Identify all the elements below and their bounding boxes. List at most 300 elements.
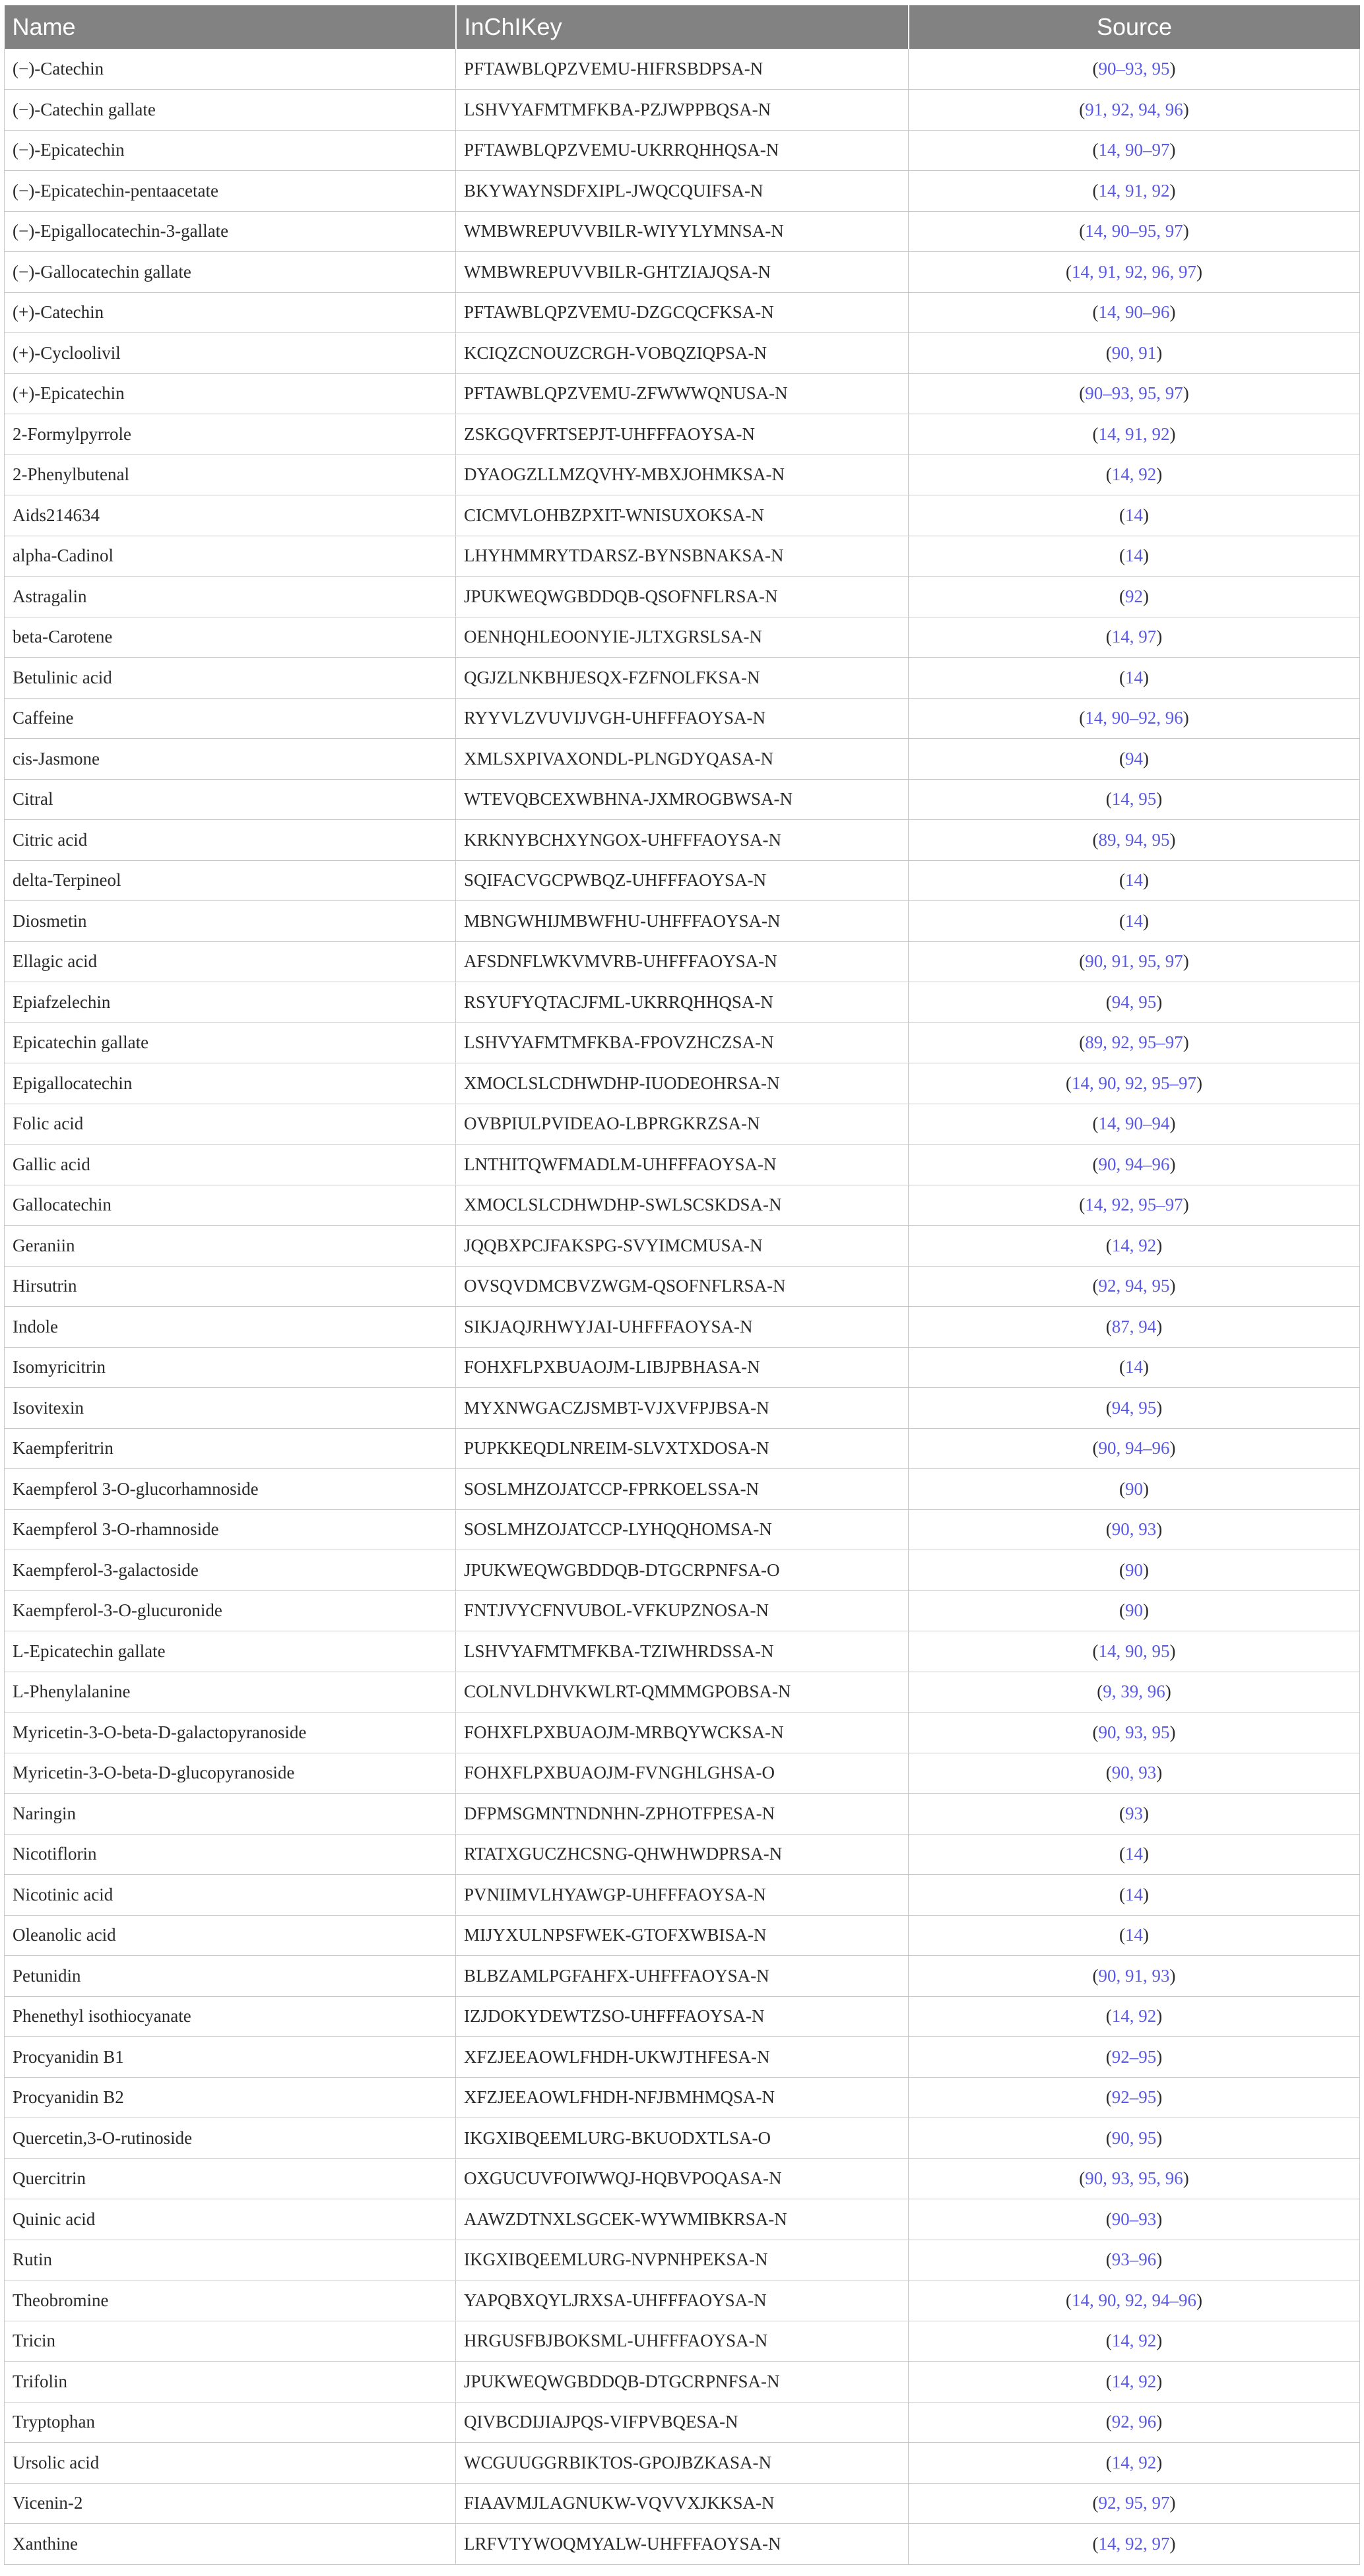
source-references-link[interactable]: 14, 90, 92, 95–97 [1072,1073,1196,1093]
compound-name: Aids214634 [5,495,456,536]
paren-open: ( [1092,2493,1099,2513]
table-row [5,2199,1360,2240]
inchikey: SIKJAQJRHWYJAI-UHFFFAOYSA-N [456,1307,909,1348]
inchikey: MBNGWHIJMBWFHU-UHFFFAOYSA-N [456,901,909,942]
table-row [5,536,1360,577]
source-references-link[interactable]: 14 [1125,1925,1143,1945]
paren-open: ( [1092,424,1099,444]
compound-name: Kaempferol-3-O-glucuronide [5,1590,456,1631]
paren-open: ( [1119,586,1125,606]
table-row [5,333,1360,374]
paren-close: ) [1156,342,1163,363]
source-references-link[interactable]: 90–93, 95, 97 [1085,383,1183,404]
compound-name: Geraniin [5,1226,456,1267]
compound-name: Gallic acid [5,1145,456,1185]
paren-open: ( [1119,546,1125,566]
table-row [5,2402,1360,2443]
paren-open: ( [1066,1073,1072,1093]
compound-name: Isovitexin [5,1388,456,1429]
paren-close: ) [1156,789,1163,809]
source-references-link[interactable]: 90–93, 95 [1098,59,1170,79]
inchikey: XMOCLSLCDHWDHP-IUODEOHRSA-N [456,1063,909,1104]
paren-open: ( [1092,1114,1099,1134]
paren-close: ) [1143,1803,1149,1823]
inchikey: BKYWAYNSDFXIPL-JWQCQUIFSA-N [456,171,909,212]
header-source: Source [909,5,1360,49]
paren-open: ( [1119,1478,1125,1499]
paren-close: ) [1169,2493,1176,2513]
source-references-link[interactable]: 92 [1125,586,1143,606]
source-references-link[interactable]: 14, 92 [1111,2371,1157,2391]
source-cell [909,698,1360,739]
paren-open: ( [1119,910,1125,931]
inchikey: AAWZDTNXLSGCEK-WYWMIBKRSA-N [456,2199,909,2240]
paren-close: ) [1156,2249,1163,2270]
inchikey: MIJYXULNPSFWEK-GTOFXWBISA-N [456,1915,909,1956]
table-row [5,860,1360,901]
source-references-link[interactable]: 90–93 [1111,2209,1157,2229]
compound-name: Hirsutrin [5,1266,456,1307]
compound-name: Theobromine [5,2280,456,2321]
compound-name: Nicotinic acid [5,1875,456,1916]
paren-close: ) [1156,627,1163,647]
source-references-link[interactable]: 90 [1125,1559,1143,1580]
compound-name: Myricetin-3-O-beta-D-galactopyranoside [5,1712,456,1753]
paren-open: ( [1105,1316,1112,1336]
inchikey: SOSLMHZOJATCCP-FPRKOELSSA-N [456,1469,909,1510]
source-cell [909,495,1360,536]
inchikey: PFTAWBLQPZVEMU-DZGCQCFKSA-N [456,292,909,333]
source-references-link[interactable]: 90, 94–96 [1098,1154,1170,1174]
paren-close: ) [1183,221,1189,241]
source-references-link[interactable]: 90, 93, 95 [1098,1722,1170,1742]
paren-close: ) [1143,1925,1149,1945]
source-references-link[interactable]: 93–96 [1111,2249,1157,2270]
source-cell [909,2037,1360,2078]
paren-close: ) [1143,1844,1149,1864]
table-row [5,779,1360,820]
header-name: Name [5,5,456,49]
inchikey: QGJZLNKBHJESQX-FZFNOLFKSA-N [456,658,909,699]
compound-name: 2-Phenylbutenal [5,455,456,495]
compound-name: (+)-Catechin [5,292,456,333]
source-cell [909,901,1360,942]
source-cell [909,1347,1360,1388]
source-cell [909,2321,1360,2362]
compound-name: Indole [5,1307,456,1348]
inchikey: FIAAVMJLAGNUKW-VQVVXJKKSA-N [456,2483,909,2524]
source-references-link[interactable]: 90 [1125,1600,1143,1621]
paren-close: ) [1143,1357,1149,1377]
inchikey: BLBZAMLPGFAHFX-UHFFFAOYSA-N [456,1956,909,1997]
compound-name: Epiafzelechin [5,982,456,1023]
source-references-link[interactable]: 90 [1125,1478,1143,1499]
compound-name: Naringin [5,1794,456,1835]
table-row [5,171,1360,212]
inchikey: LSHVYAFMTMFKBA-PZJWPPBQSA-N [456,90,909,131]
inchikey: MYXNWGACZJSMBT-VJXVFPJBSA-N [456,1388,909,1429]
paren-open: ( [1105,1235,1112,1255]
table-row [5,941,1360,982]
source-cell [909,292,1360,333]
source-references-link[interactable]: 14 [1125,1884,1143,1904]
inchikey: DFPMSGMNTNDNHN-ZPHOTFPESA-N [456,1794,909,1835]
paren-close: ) [1169,1276,1176,1296]
paren-open: ( [1079,1195,1086,1215]
compound-name: Kaempferol 3-O-rhamnoside [5,1509,456,1550]
paren-close: ) [1156,2331,1163,2351]
inchikey: FOHXFLPXBUAOJM-LIBJPBHASA-N [456,1347,909,1388]
source-references-link[interactable]: 93 [1125,1803,1143,1823]
paren-close: ) [1143,870,1149,891]
paren-close: ) [1143,546,1149,566]
paren-open: ( [1105,2371,1112,2391]
source-references-link[interactable]: 14, 92, 95–97 [1085,1195,1183,1215]
source-references-link[interactable]: 14 [1125,1357,1143,1377]
paren-open: ( [1105,789,1112,809]
table-row [5,1794,1360,1835]
compound-name: Epigallocatechin [5,1063,456,1104]
paren-open: ( [1105,2209,1112,2229]
paren-open: ( [1092,1722,1099,1742]
paren-open: ( [1119,1357,1125,1377]
source-references-link[interactable]: 14 [1125,667,1143,687]
source-references-link[interactable]: 90, 94–96 [1098,1438,1170,1459]
paren-close: ) [1183,383,1189,404]
paren-open: ( [1092,1641,1099,1661]
paren-open: ( [1105,1763,1112,1783]
source-cell [909,1794,1360,1835]
compound-name: Myricetin-3-O-beta-D-glucopyranoside [5,1753,456,1794]
paren-close: ) [1156,2046,1163,2067]
compound-name: Petunidin [5,1956,456,1997]
source-cell [909,1590,1360,1631]
table-row [5,1672,1360,1712]
source-cell [909,373,1360,414]
source-references-link[interactable]: 14, 90, 92, 94–96 [1072,2290,1196,2310]
paren-close: ) [1169,1965,1176,1986]
paren-close: ) [1196,261,1202,282]
table-row [5,1956,1360,1997]
inchikey: OENHQHLEOONYIE-JLTXGRSLSA-N [456,617,909,658]
source-cell [909,1672,1360,1712]
table-row [5,820,1360,861]
paren-open: ( [1092,1276,1099,1296]
table-row [5,1428,1360,1469]
source-references-link[interactable]: 90, 91 [1111,342,1157,363]
inchikey: DYAOGZLLMZQVHY-MBXJOHMKSA-N [456,455,909,495]
compound-name: Trifolin [5,2362,456,2403]
paren-open: ( [1079,708,1086,728]
paren-close: ) [1183,2168,1189,2189]
source-references-link[interactable]: 14 [1125,910,1143,931]
paren-open: ( [1119,505,1125,525]
source-cell [909,1956,1360,1997]
source-references-link[interactable]: 14 [1125,505,1143,525]
paren-open: ( [1119,1559,1125,1580]
source-references-link[interactable]: 91, 92, 94, 96 [1085,99,1183,119]
source-references-link[interactable]: 14, 97 [1111,627,1157,647]
source-references-link[interactable]: 14, 90–97 [1098,140,1170,160]
paren-open: ( [1105,342,1112,363]
table-row [5,1834,1360,1875]
source-cell [909,617,1360,658]
inchikey: PUPKKEQDLNREIM-SLVXTXDOSA-N [456,1428,909,1469]
source-cell [909,2118,1360,2159]
paren-close: ) [1143,1559,1149,1580]
source-references-link[interactable]: 89, 92, 95–97 [1085,1032,1183,1053]
paren-close: ) [1143,910,1149,931]
source-references-link[interactable]: 92, 95, 97 [1098,2493,1170,2513]
source-references-link[interactable]: 94, 95 [1111,1397,1157,1418]
source-references-link[interactable]: 89, 94, 95 [1098,829,1170,850]
source-cell [909,1550,1360,1591]
compound-name: Isomyricitrin [5,1347,456,1388]
paren-open: ( [1105,1397,1112,1418]
compound-name: 2-Formylpyrrole [5,414,456,455]
paren-open: ( [1119,1884,1125,1904]
table-row [5,455,1360,495]
paren-open: ( [1119,748,1125,769]
paren-open: ( [1092,1965,1099,1986]
paren-close: ) [1196,1073,1202,1093]
table-row [5,1226,1360,1267]
paren-open: ( [1079,2168,1086,2189]
paren-open: ( [1092,1438,1099,1459]
source-references-link[interactable]: 14, 91, 92, 96, 97 [1072,261,1196,282]
table-header [5,5,1360,49]
source-references-link[interactable]: 90, 93 [1111,1519,1157,1540]
source-references-link[interactable]: 14, 92 [1111,2331,1157,2351]
paren-open: ( [1119,1600,1125,1621]
source-references-link[interactable]: 94 [1125,748,1143,769]
table-row [5,1388,1360,1429]
source-cell [909,49,1360,90]
source-cell [909,1875,1360,1916]
paren-close: ) [1165,1681,1171,1702]
compound-name: (−)-Catechin gallate [5,90,456,131]
paren-close: ) [1169,2533,1176,2554]
compound-name: (−)-Catechin [5,49,456,90]
paren-close: ) [1156,1316,1163,1336]
inchikey: FOHXFLPXBUAOJM-FVNGHLGHSA-O [456,1753,909,1794]
source-cell [909,1063,1360,1104]
compound-name: cis-Jasmone [5,739,456,780]
table-row [5,49,1360,90]
source-cell [909,941,1360,982]
inchikey: OVBPIULPVIDEAO-LBPRGKRZSA-N [456,1104,909,1145]
source-references-link[interactable]: 90, 93, 95, 96 [1085,2168,1183,2189]
inchikey: OVSQVDMCBVZWGM-QSOFNFLRSA-N [456,1266,909,1307]
source-references-link[interactable]: 14, 90, 95 [1098,1641,1170,1661]
table-row [5,1590,1360,1631]
table-row [5,373,1360,414]
source-cell [909,1996,1360,2037]
table-row [5,1712,1360,1753]
compound-name: Ellagic acid [5,941,456,982]
paren-open: ( [1079,383,1086,404]
source-cell [909,1834,1360,1875]
table-row [5,2524,1360,2565]
table-row [5,1022,1360,1063]
paren-open: ( [1105,464,1112,485]
table-row [5,2362,1360,2403]
compound-name: Procyanidin B2 [5,2077,456,2118]
source-references-link[interactable]: 14, 90–95, 97 [1085,221,1183,241]
source-references-link[interactable]: 90, 91, 93 [1098,1965,1170,1986]
paren-close: ) [1169,1154,1176,1174]
paren-open: ( [1119,1803,1125,1823]
paren-open: ( [1105,2331,1112,2351]
table-body [5,49,1360,2564]
source-cell [909,2483,1360,2524]
inchikey: IZJDOKYDEWTZSO-UHFFFAOYSA-N [456,1996,909,2037]
inchikey: FOHXFLPXBUAOJM-MRBQYWCKSA-N [456,1712,909,1753]
inchikey: KRKNYBCHXYNGOX-UHFFFAOYSA-N [456,820,909,861]
source-references-link[interactable]: 14, 90–96 [1098,302,1170,323]
source-references-link[interactable]: 14, 95 [1111,789,1157,809]
compound-name: (+)-Epicatechin [5,373,456,414]
inchikey: LRFVTYWOQMYALW-UHFFFAOYSA-N [456,2524,909,2565]
compound-name: delta-Terpineol [5,860,456,901]
source-cell [909,1631,1360,1672]
inchikey: RYYVLZVUVIJVGH-UHFFFAOYSA-N [456,698,909,739]
paren-close: ) [1183,99,1189,119]
compound-name: Gallocatechin [5,1185,456,1226]
source-cell [909,171,1360,212]
compound-name: Phenethyl isothiocyanate [5,1996,456,2037]
source-cell [909,2199,1360,2240]
source-cell [909,2077,1360,2118]
inchikey: IKGXIBQEEMLURG-BKUODXTLSA-O [456,2118,909,2159]
paren-open: ( [1092,59,1099,79]
inchikey: PFTAWBLQPZVEMU-UKRRQHHQSA-N [456,130,909,171]
paren-close: ) [1169,302,1176,323]
source-cell [909,1388,1360,1429]
source-cell [909,860,1360,901]
source-cell [909,2158,1360,2199]
table-row [5,1875,1360,1916]
compound-name: Procyanidin B1 [5,2037,456,2078]
source-references-link[interactable]: 14, 90–92, 96 [1085,708,1183,728]
compound-name: Diosmetin [5,901,456,942]
source-references-link[interactable]: 14 [1125,546,1143,566]
compound-name: (−)-Epicatechin-pentaacetate [5,171,456,212]
source-references-link[interactable]: 94, 95 [1111,991,1157,1012]
paren-open: ( [1092,829,1099,850]
table-row [5,2443,1360,2484]
source-references-link[interactable]: 14, 91, 92 [1098,424,1170,444]
source-references-link[interactable]: 14, 92 [1111,2006,1157,2026]
inchikey: ZSKGQVFRTSEPJT-UHFFFAOYSA-N [456,414,909,455]
compound-name: L-Phenylalanine [5,1672,456,1712]
table-row [5,2158,1360,2199]
paren-open: ( [1066,2290,1072,2310]
source-references-link[interactable]: 14, 91, 92 [1098,180,1170,201]
inchikey: XMOCLSLCDHWDHP-SWLSCSKDSA-N [456,1185,909,1226]
compound-name: alpha-Cadinol [5,536,456,577]
inchikey: WMBWREPUVVBILR-WIYYLYMNSA-N [456,211,909,252]
paren-close: ) [1183,1032,1189,1053]
table-row [5,1915,1360,1956]
source-references-link[interactable]: 14 [1125,870,1143,891]
paren-open: ( [1105,2412,1112,2432]
inchikey: IKGXIBQEEMLURG-NVPNHPEKSA-N [456,2240,909,2280]
source-references-link[interactable]: 14, 92, 97 [1098,2533,1170,2554]
source-references-link[interactable]: 92–95 [1111,2087,1157,2108]
inchikey: AFSDNFLWKVMVRB-UHFFFAOYSA-N [456,941,909,982]
compound-name: Betulinic acid [5,658,456,699]
paren-open: ( [1119,1925,1125,1945]
paren-close: ) [1143,1600,1149,1621]
table-row [5,1307,1360,1348]
paren-open: ( [1119,667,1125,687]
source-references-link[interactable]: 14 [1125,1844,1143,1864]
table-row [5,1469,1360,1510]
source-references-link[interactable]: 92–95 [1111,2046,1157,2067]
source-references-link[interactable]: 90, 91, 95, 97 [1085,951,1183,972]
paren-open: ( [1105,2087,1112,2108]
table-row [5,130,1360,171]
compound-name: Epicatechin gallate [5,1022,456,1063]
source-cell [909,1022,1360,1063]
paren-open: ( [1079,1032,1086,1053]
compound-name: Kaempferitrin [5,1428,456,1469]
inchikey: COLNVLDHVKWLRT-QMMMGPOBSA-N [456,1672,909,1712]
table-row [5,414,1360,455]
source-references-link[interactable]: 90, 95 [1111,2127,1157,2148]
source-references-link[interactable]: 14, 92 [1111,1235,1157,1255]
source-cell [909,1428,1360,1469]
paren-open: ( [1092,180,1099,201]
inchikey: JPUKWEQWGBDDQB-QSOFNFLRSA-N [456,577,909,617]
source-cell [909,577,1360,617]
header-row [5,5,1360,49]
inchikey: FNTJVYCFNVUBOL-VFKUPZNOSA-N [456,1590,909,1631]
source-references-link[interactable]: 14, 92 [1111,2452,1157,2472]
paren-open: ( [1105,627,1112,647]
table-row [5,1063,1360,1104]
source-cell [909,252,1360,293]
source-cell [909,779,1360,820]
compound-name: Quercetin,3-O-rutinoside [5,2118,456,2159]
table-row [5,698,1360,739]
source-cell [909,2240,1360,2280]
compound-table [4,5,1360,2565]
source-cell [909,1509,1360,1550]
paren-open: ( [1092,302,1099,323]
source-cell [909,1266,1360,1307]
source-cell [909,536,1360,577]
source-references-link[interactable]: 92, 96 [1111,2412,1157,2432]
source-cell [909,982,1360,1023]
source-references-link[interactable]: 90, 93 [1111,1763,1157,1783]
compound-name: Kaempferol 3-O-glucorhamnoside [5,1469,456,1510]
paren-open: ( [1079,221,1086,241]
compound-name: beta-Carotene [5,617,456,658]
source-references-link[interactable]: 87, 94 [1111,1316,1157,1336]
compound-name: Tryptophan [5,2402,456,2443]
source-cell [909,333,1360,374]
inchikey: SOSLMHZOJATCCP-LYHQQHOMSA-N [456,1509,909,1550]
paren-close: ) [1156,2087,1163,2108]
source-references-link[interactable]: 14, 92 [1111,464,1157,485]
source-references-link[interactable]: 9, 39, 96 [1103,1681,1165,1702]
source-references-link[interactable]: 14, 90–94 [1098,1114,1170,1134]
source-cell [909,1469,1360,1510]
paren-close: ) [1183,951,1189,972]
source-references-link[interactable]: 92, 94, 95 [1098,1276,1170,1296]
